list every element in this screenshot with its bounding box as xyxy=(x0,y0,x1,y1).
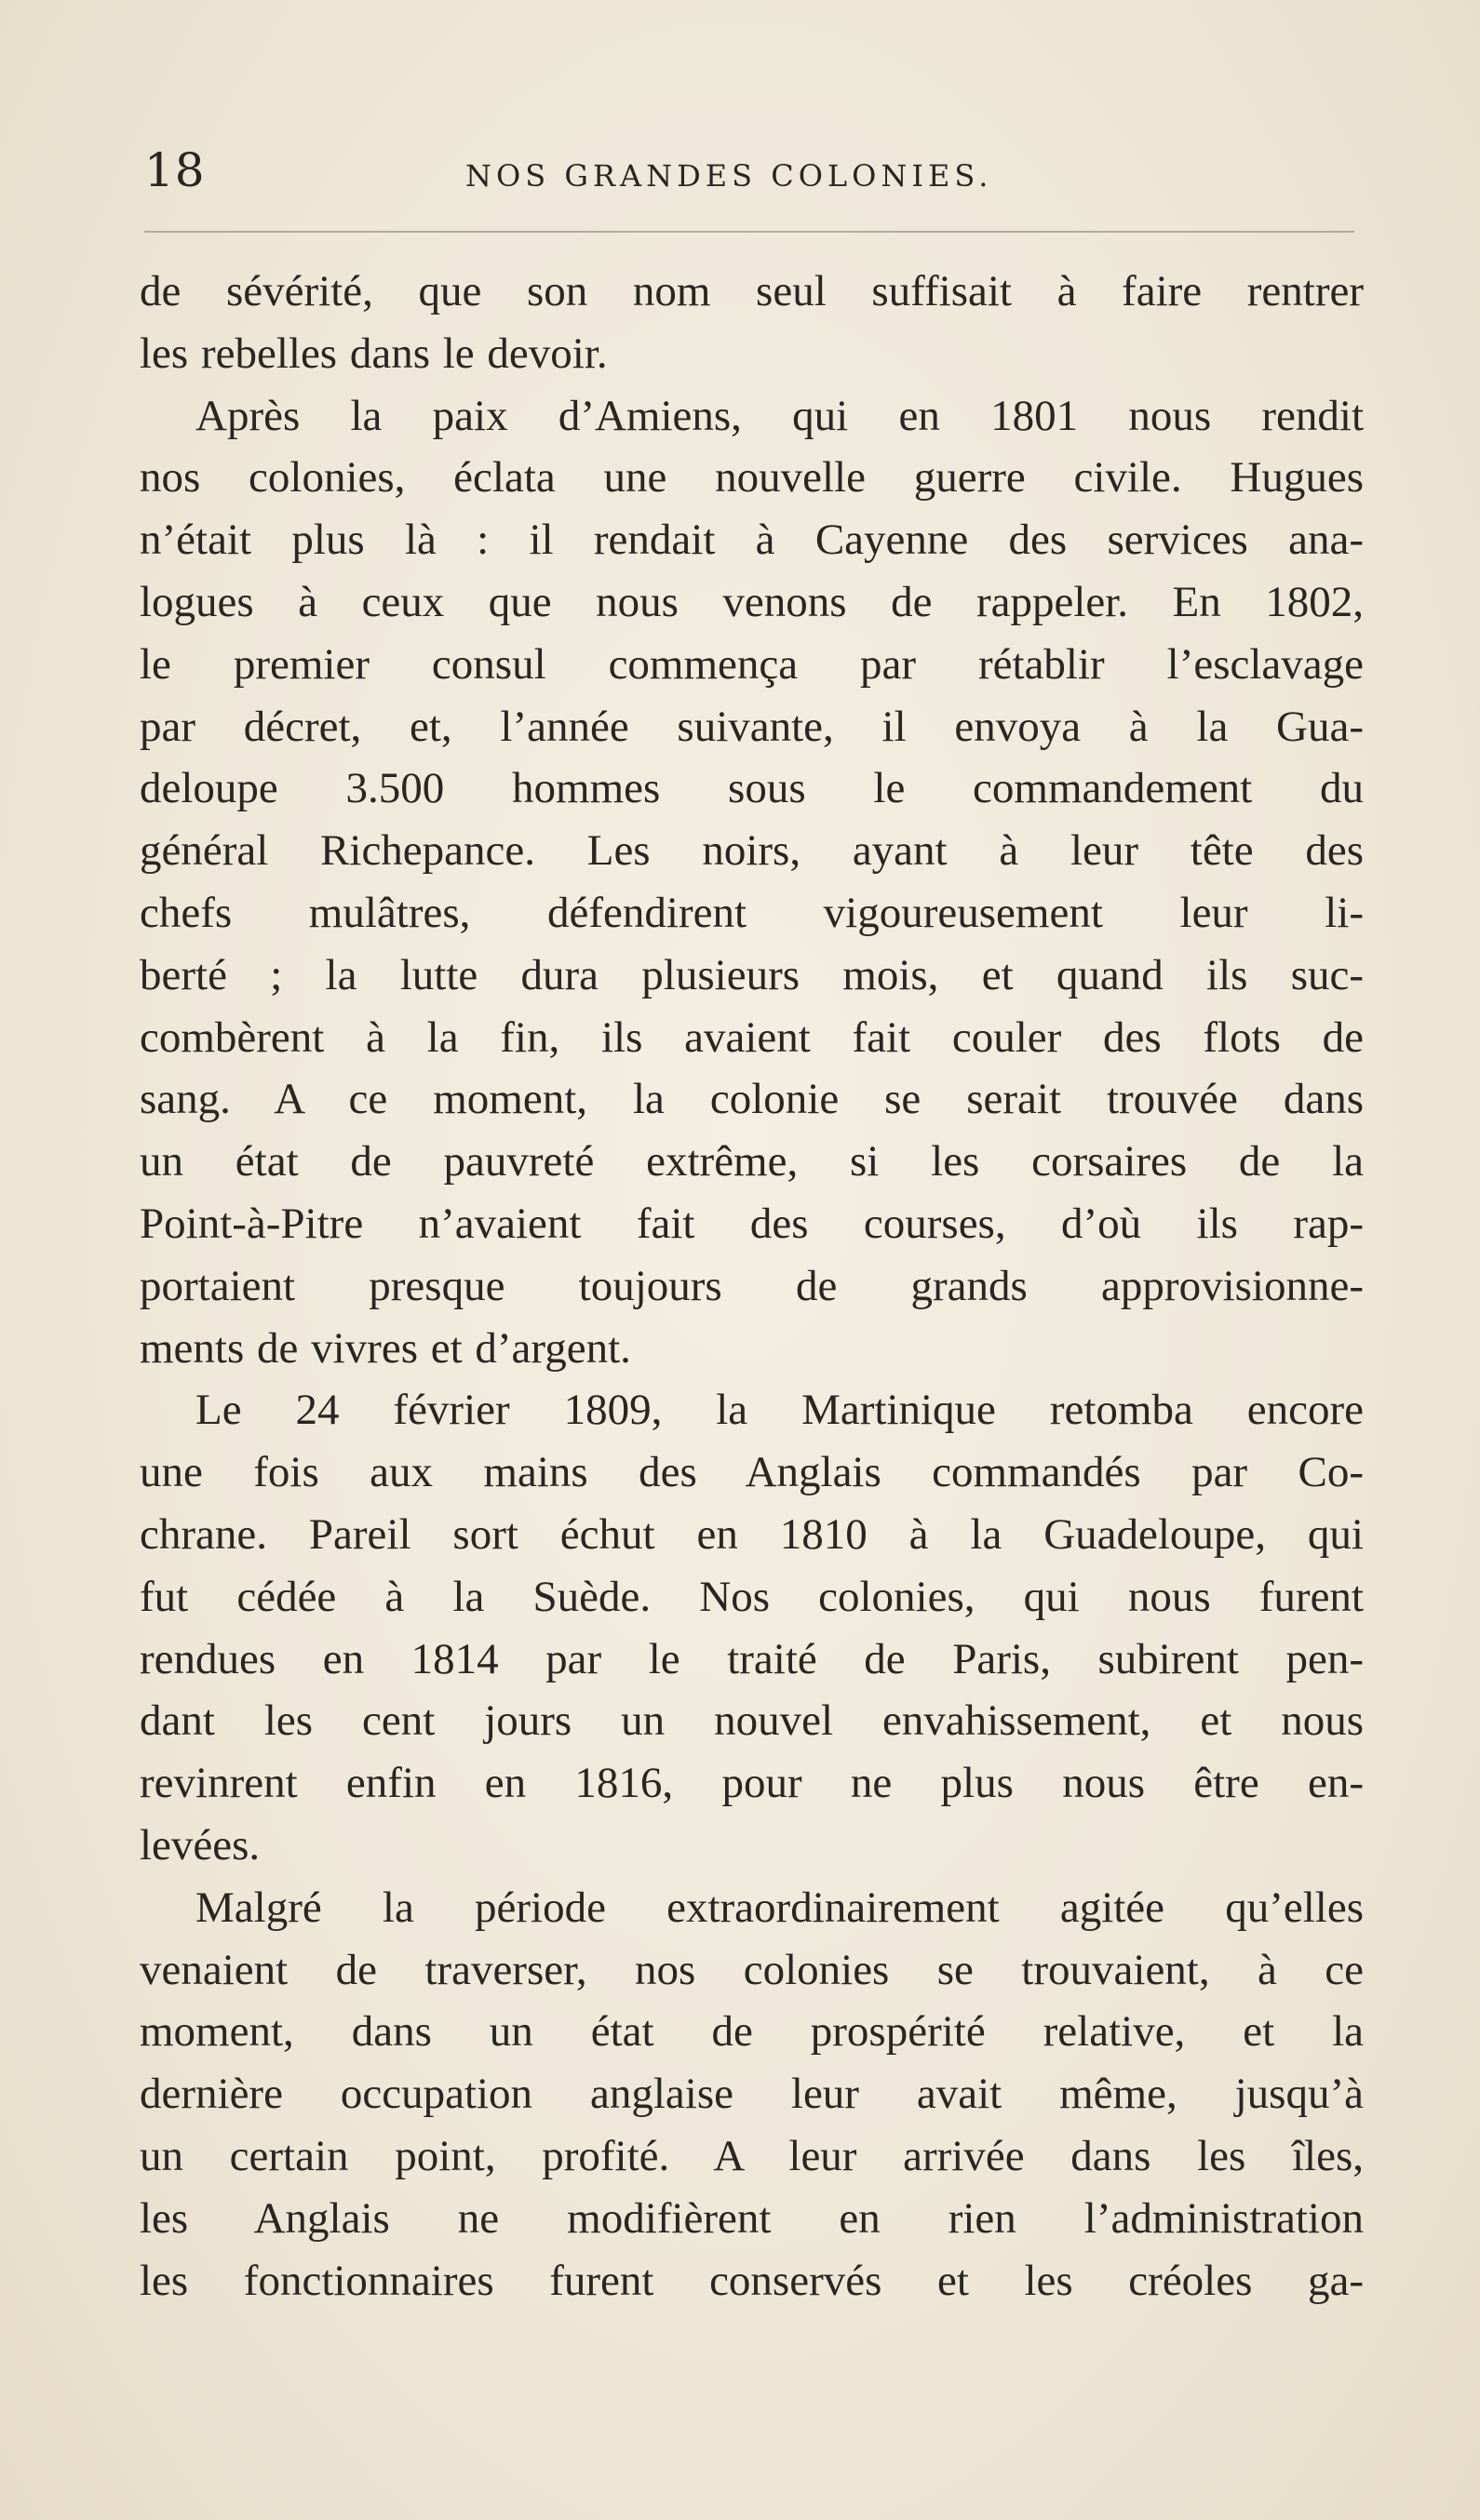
text-line: les Anglais ne modifièrent en rien l’administration xyxy=(140,2193,1364,2243)
text-line: chrane. Pareil sort échut en 1810 à la Guadeloupe, qui xyxy=(140,1509,1364,1559)
text-line: sang. A ce moment, la colonie se serait trouvée dans xyxy=(140,1075,1364,1124)
text-line: dernière occupation anglaise leur avait même, jusqu’à xyxy=(140,2070,1364,2119)
text-line: un état de pauvreté extrême, si les corsaires de la xyxy=(140,1137,1364,1186)
text-line: rendues en 1814 par le traité de Paris, subirent pen- xyxy=(140,1634,1364,1683)
text-line: par décret, et, l’année suivante, il envoya à la Gua- xyxy=(140,702,1364,751)
text-line: Point-à-Pitre n’avaient fait des courses, d’où ils rap- xyxy=(140,1199,1364,1248)
text-line: combèrent à la fin, ils avaient fait couler des flots de xyxy=(140,1012,1364,1062)
text-line: le premier consul commença par rétablir l’esclavage xyxy=(140,639,1364,689)
text-line: n’était plus là : il rendait à Cayenne des services ana- xyxy=(140,516,1364,565)
text-line: une fois aux mains des Anglais commandés par Co- xyxy=(140,1448,1364,1497)
text-line: levées. xyxy=(140,1820,261,1870)
text-line: les rebelles dans le devoir. xyxy=(140,328,608,378)
text-line: de sévérité, que son nom seul suffisait à faire rentrer xyxy=(140,267,1364,315)
running-title: NOS GRANDES COLONIES. xyxy=(465,158,993,194)
text-line: chefs mulâtres, défendirent vigoureusement leur li- xyxy=(140,888,1364,937)
text-line: revinrent enfin en 1816, pour ne plus nous être en- xyxy=(140,1759,1364,1808)
header-rule xyxy=(144,231,1354,233)
text-line: Malgré la période extraordinairement agitée qu’elles xyxy=(195,1883,1364,1932)
body-text xyxy=(140,261,1364,2312)
text-line: un certain point, profité. A leur arrivée dans les îles, xyxy=(140,2131,1364,2180)
page-header xyxy=(144,138,1368,203)
text-line: général Richepance. Les noirs, ayant à leur tête des xyxy=(140,826,1364,876)
text-line: les fonctionnaires furent conservés et les créoles ga- xyxy=(140,2256,1364,2305)
text-line: logues à ceux que nous venons de rappeler. En 1802, xyxy=(140,577,1364,626)
page-number: 18 xyxy=(144,143,206,197)
text-line: moment, dans un état de prospérité relative, et la xyxy=(140,2007,1364,2057)
text-line: nos colonies, éclata une nouvelle guerre civile. Hugues xyxy=(140,453,1364,503)
text-line: Après la paix d’Amiens, qui en 1801 nous rendit xyxy=(195,391,1364,440)
text-line: portaient presque toujours de grands approvisionne- xyxy=(140,1261,1364,1310)
text-line: berté ; la lutte dura plusieurs mois, et quand ils suc- xyxy=(140,950,1364,999)
text-line: deloupe 3.500 hommes sous le commandement du xyxy=(140,764,1364,813)
text-line: dant les cent jours un nouvel envahissement, et nous xyxy=(140,1696,1364,1746)
text-line: Le 24 février 1809, la Martinique retomba encore xyxy=(195,1386,1364,1435)
text-line: venaient de traverser, nos colonies se trouvaient, à ce xyxy=(140,1945,1364,1994)
text-line: fut cédée à la Suède. Nos colonies, qui nous furent xyxy=(140,1572,1364,1621)
text-line: ments de vivres et d’argent. xyxy=(140,1323,631,1373)
